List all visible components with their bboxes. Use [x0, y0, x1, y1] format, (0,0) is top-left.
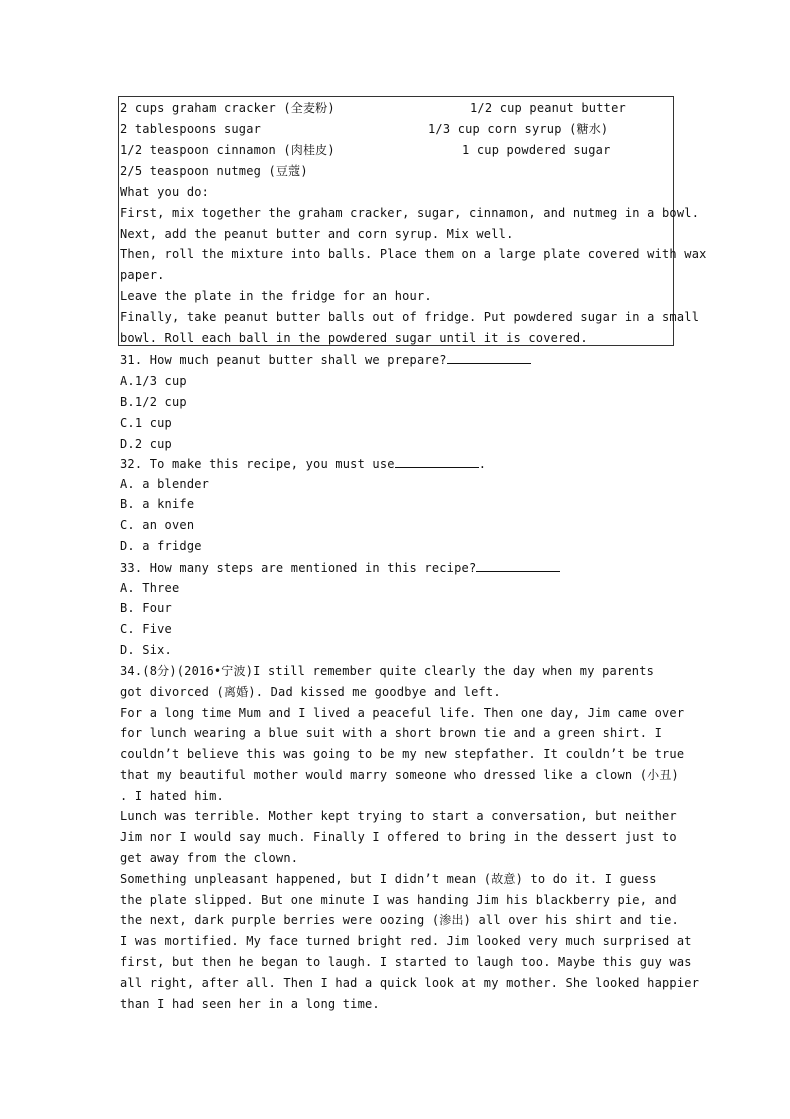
ingredient-left-2: 2 tablespoons sugar — [120, 122, 262, 136]
step-line: bowl. Roll each ball in the powdered sugar until it is covered. — [120, 331, 588, 345]
question-33-text: 33. How many steps are mentioned in this recipe? — [120, 561, 477, 575]
question-31-text: 31. How much peanut butter shall we prepare? — [120, 353, 447, 367]
q32-option-d: D. a fridge — [120, 539, 202, 553]
step-line: Leave the plate in the fridge for an hour. — [120, 289, 432, 303]
q32-option-b: B. a knife — [120, 497, 195, 511]
q32-option-a: A. a blender — [120, 477, 210, 491]
question-32-end: . — [478, 457, 487, 471]
ingredient-right-1: 1/2 cup peanut butter — [470, 101, 626, 115]
step-line: paper. — [120, 268, 165, 282]
question-31 — [120, 351, 531, 368]
passage-line: couldn’t believe this was going to be my new stepfather. It couldn’t be true — [120, 747, 685, 761]
answer-blank-33[interactable] — [476, 559, 560, 572]
passage-line: Lunch was terrible. Mother kept trying to start a conversation, but neither — [120, 809, 677, 823]
answer-blank-32[interactable] — [395, 455, 479, 468]
passage-line: all right, after all. Then I had a quick look at my mother. She looked happier — [120, 976, 700, 990]
steps-heading: What you do: — [120, 185, 210, 199]
ingredient-left-4: 2/5 teaspoon nutmeg (豆蔻) — [120, 164, 308, 178]
passage-line: Jim nor I would say much. Finally I offered to bring in the dessert just to — [120, 830, 677, 844]
step-line: First, mix together the graham cracker, sugar, cinnamon, and nutmeg in a bowl. — [120, 206, 700, 220]
ingredient-right-3: 1 cup powdered sugar — [462, 143, 611, 157]
q31-option-d: D.2 cup — [120, 437, 172, 451]
passage-line: the next, dark purple berries were oozing (渗出) all over his shirt and tie. — [120, 913, 679, 927]
passage-line: for lunch wearing a blue suit with a short brown tie and a green shirt. I — [120, 726, 662, 740]
answer-blank-31[interactable] — [447, 351, 531, 364]
passage-line: 34.(8分)(2016•宁波)I still remember quite clearly the day when my parents — [120, 664, 655, 678]
passage-line: For a long time Mum and I lived a peaceful life. Then one day, Jim came over — [120, 706, 685, 720]
passage-line: . I hated him. — [120, 789, 224, 803]
step-line: Next, add the peanut butter and corn syrup. Mix well. — [120, 227, 514, 241]
ingredient-left-3: 1/2 teaspoon cinnamon (肉桂皮) — [120, 143, 335, 157]
passage-line: got divorced (离婚). Dad kissed me goodbye and left. — [120, 685, 501, 699]
passage-line: the plate slipped. But one minute I was handing Jim his blackberry pie, and — [120, 893, 677, 907]
passage-line: first, but then he began to laugh. I started to laugh too. Maybe this guy was — [120, 955, 692, 969]
q33-option-a: A. Three — [120, 581, 180, 595]
passage-line: Something unpleasant happened, but I didn’t mean (故意) to do it. I guess — [120, 872, 657, 886]
passage-line: get away from the clown. — [120, 851, 299, 865]
q31-option-b: B.1/2 cup — [120, 395, 187, 409]
ingredient-right-2: 1/3 cup corn syrup (糖水) — [428, 122, 609, 136]
passage-line: than I had seen her in a long time. — [120, 997, 380, 1011]
q31-option-a: A.1/3 cup — [120, 374, 187, 388]
question-33 — [120, 559, 560, 576]
step-line: Finally, take peanut butter balls out of fridge. Put powdered sugar in a small — [120, 310, 700, 324]
q31-option-c: C.1 cup — [120, 416, 172, 430]
passage-line: that my beautiful mother would marry someone who dressed like a clown (小丑) — [120, 768, 679, 782]
q32-option-c: C. an oven — [120, 518, 195, 532]
ingredient-left-1: 2 cups graham cracker (全麦粉) — [120, 101, 335, 115]
q33-option-b: B. Four — [120, 601, 172, 615]
q33-option-c: C. Five — [120, 622, 172, 636]
question-32 — [120, 455, 486, 472]
passage-line: I was mortified. My face turned bright red. Jim looked very much surprised at — [120, 934, 692, 948]
question-32-text: 32. To make this recipe, you must use — [120, 457, 395, 471]
q33-option-d: D. Six. — [120, 643, 172, 657]
step-line: Then, roll the mixture into balls. Place them on a large plate covered with wax — [120, 247, 707, 261]
